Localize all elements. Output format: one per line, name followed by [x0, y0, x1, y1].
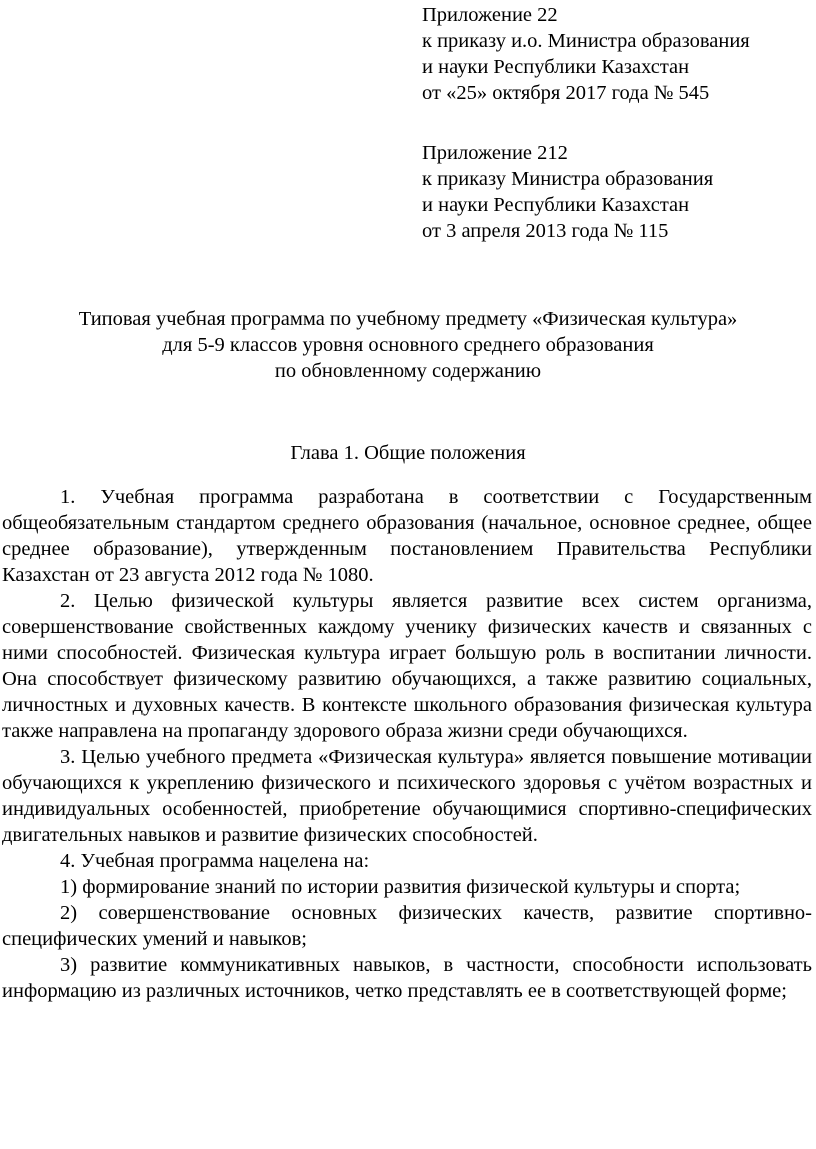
list-item-2: 2) совершенствование основных физических качеств, развитие спортивно-специфических умений и навыков; [2, 902, 812, 950]
appendix-212-header [422, 140, 812, 244]
chapter-heading: Глава 1. Общие положения [290, 442, 526, 464]
appendix-22-header [422, 2, 812, 106]
paragraph-4: 4. Учебная программа нацелена на: [60, 850, 370, 872]
appendix-212-number: Приложение 212 [422, 142, 568, 164]
paragraph-2: 2. Целью физической культуры является развитие всех систем организма, совершенствование свойственных каждому ученику физических качеств и связанных с ними способностей. Физическая культура играет большую роль в воспитании личности. Она способствует физическому развитию обучающихся, а также развитию социальных, личностных и духовных качеств. В контексте школьного образования физическая культура также направлена на пропаганду здорового образа жизни среди обучающихся. [2, 590, 812, 742]
document-body [2, 484, 812, 1004]
appendix-212-ministry: и науки Республики Казахстан [422, 194, 690, 216]
list-item-1: 1) формирование знаний по истории развития физической культуры и спорта; [60, 876, 741, 898]
document-title-line-2: для 5-9 классов уровня основного среднего образования [162, 334, 654, 356]
document-title [0, 306, 816, 384]
paragraph-3: 3. Целью учебного предмета «Физическая культура» является повышение мотивации обучающихся к укреплению физического и психического здоровья с учётом возрастных и индивидуальных особенностей, приобретение обучающимися спортивно-специфических двигательных навыков и развитие физических способностей. [2, 746, 812, 846]
appendix-22-ministry: и науки Республики Казахстан [422, 56, 690, 78]
list-item-3: 3) развитие коммуникативных навыков, в частности, способности использовать информацию из различных источников, четко представлять ее в соответствующей форме; [2, 954, 812, 1002]
document-title-line-1: Типовая учебная программа по учебному предмету «Физическая культура» [78, 308, 738, 330]
appendix-22-number: Приложение 22 [422, 4, 558, 26]
paragraph-1: 1. Учебная программа разработана в соответствии с Государственным общеобязательным стандартом среднего образования (начальное, основное среднее, общее среднее образование), утвержденным постановлением Правительства Республики Казахстан от 23 августа 2012 года № 1080. [2, 486, 812, 586]
appendix-22-date: от «25» октября 2017 года № 545 [422, 82, 710, 104]
appendix-212-order: к приказу Министра образования [422, 168, 714, 190]
appendix-22-order: к приказу и.о. Министра образования [422, 30, 750, 52]
appendix-212-date: от 3 апреля 2013 года № 115 [422, 220, 669, 242]
document-title-line-3: по обновленному содержанию [274, 360, 542, 382]
